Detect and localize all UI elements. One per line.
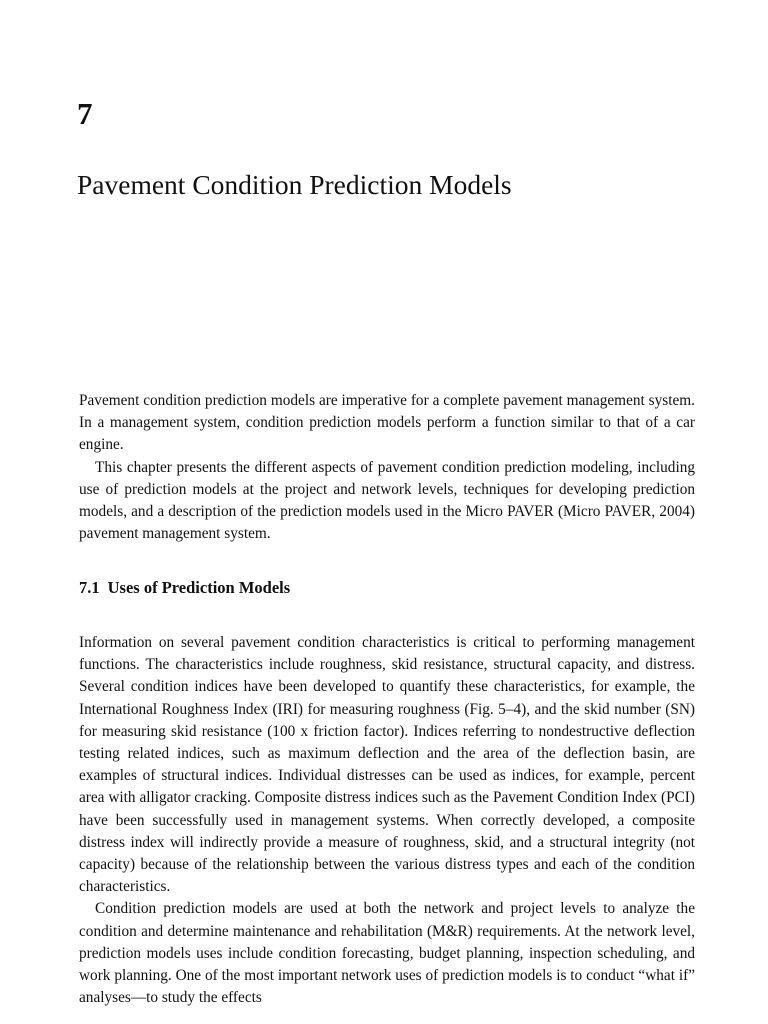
section-paragraph-1: Information on several pavement condition characteristics is critical to performing management functions. The characteristics include roughness, skid resistance, structural capacity, and distress. Several condition indices have been developed to quantify these characteristics, for example, the International Roughness Index (IRI) for measuring roughness (Fig. 5–4), and the skid number (SN) for measuring skid resistance (100 x friction factor). Indices referring to nondestructive deflection testing related indices, such as maximum deflection and the area of the deflection basin, are examples of structural indices. Individual distresses can be used as indices, for example, percent area with alligator cracking. Composite distress indices such as the Pavement Condition Index (PCI) have been successfully used in management systems. When correctly developed, a composite distress index will indirectly provide a measure of roughness, skid, and a structural integrity (not capacity) because of the relationship between the various distress types and each of the condition characteristics. <box>79 634 695 896</box>
section-paragraph-2: Condition prediction models are used at both the network and project levels to analyze the condition and determine maintenance and rehabilitation (M&R) requirements. At the network level, prediction models uses include condition forecasting, budget planning, inspection scheduling, and work planning. One of the most important network uses of prediction models is to conduct “what if” analyses—to study the effects <box>79 900 695 1007</box>
intro-paragraph-2: This chapter presents the different aspects of pavement condition prediction modeling, including use of prediction models at the project and network levels, techniques for developing prediction models, and a description of the prediction models used in the Micro PAVER (Micro PAVER, 2004) pavement management system. <box>79 458 695 543</box>
section-heading <box>79 578 290 598</box>
chapter-title: Pavement Condition Prediction Models <box>77 169 512 200</box>
chapter-number: 7 <box>77 96 93 131</box>
section-title: Uses of Prediction Models <box>107 578 291 597</box>
section-number: 7.1 <box>79 578 100 597</box>
intro-paragraph-1: Pavement condition prediction models are imperative for a complete pavement management system. In a management system, condition prediction models perform a function similar to that of a car engine. <box>79 392 695 454</box>
intro-text <box>79 390 695 545</box>
section-text <box>79 632 695 1009</box>
